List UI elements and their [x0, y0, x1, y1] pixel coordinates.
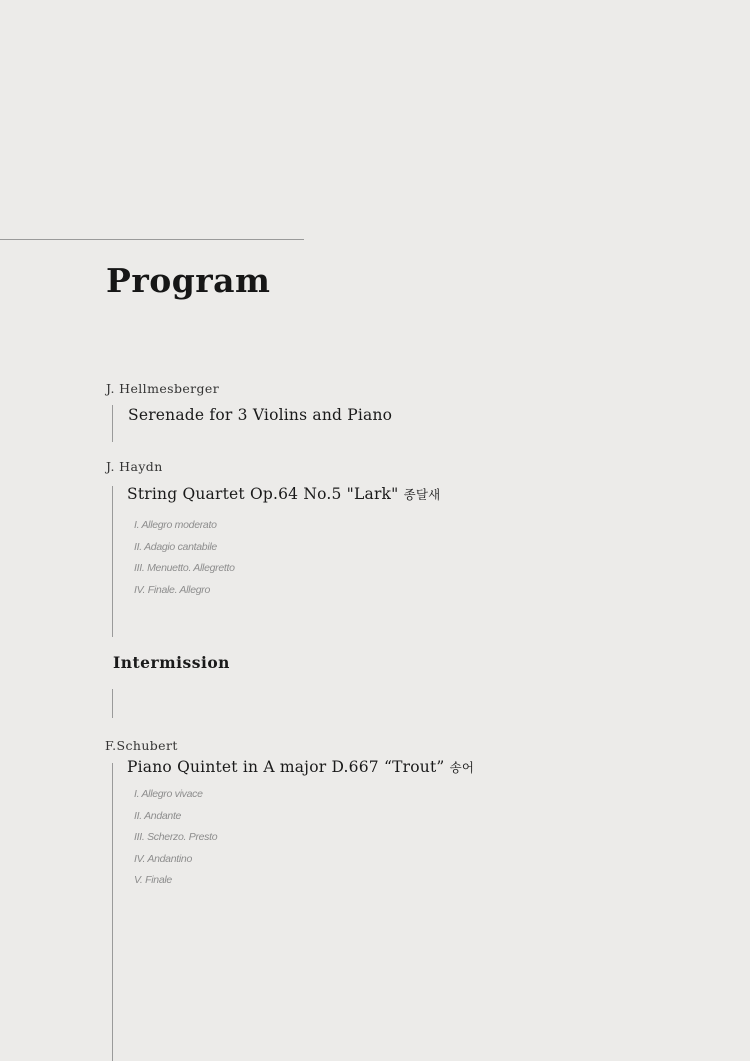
- section-bar-haydn: [112, 486, 113, 637]
- movement-item: III. Scherzo. Presto: [134, 831, 218, 843]
- movement-item: I. Allegro vivace: [134, 788, 203, 800]
- movement-item: III. Menuetto. Allegretto: [134, 562, 235, 574]
- composer-schubert: F.Schubert: [105, 738, 178, 753]
- movement-item: II. Andante: [134, 809, 182, 822]
- work-schubert: [127, 758, 474, 776]
- movement-item: V. Finale: [134, 874, 172, 886]
- page-title: Program: [106, 261, 271, 300]
- movement-item: II. Adagio cantabile: [134, 540, 217, 553]
- movements-haydn: [134, 515, 235, 601]
- movement-item: IV. Finale. Allegro: [134, 583, 211, 596]
- section-bar-hellmesberger: [112, 405, 113, 442]
- movement-item: IV. Andantino: [134, 852, 192, 865]
- movement-item: I. Allegro moderato: [134, 519, 217, 531]
- movements-schubert: [134, 784, 217, 892]
- work-schubert-kr: 송어: [449, 760, 475, 775]
- composer-hellmesberger: J. Hellmesberger: [106, 381, 220, 396]
- work-schubert-title: Piano Quintet in A major D.667 “Trout”: [127, 758, 445, 776]
- work-haydn-title: String Quartet Op.64 No.5 "Lark": [127, 485, 399, 503]
- intermission-label: Intermission: [113, 653, 230, 672]
- work-haydn-kr: 종달새: [403, 487, 441, 502]
- work-haydn: [127, 485, 440, 503]
- composer-haydn: J. Haydn: [106, 459, 163, 474]
- top-divider: [0, 239, 304, 240]
- work-hellmesberger: Serenade for 3 Violins and Piano: [128, 406, 393, 424]
- section-bar-schubert: [112, 763, 113, 1061]
- section-bar-intermission: [112, 689, 113, 718]
